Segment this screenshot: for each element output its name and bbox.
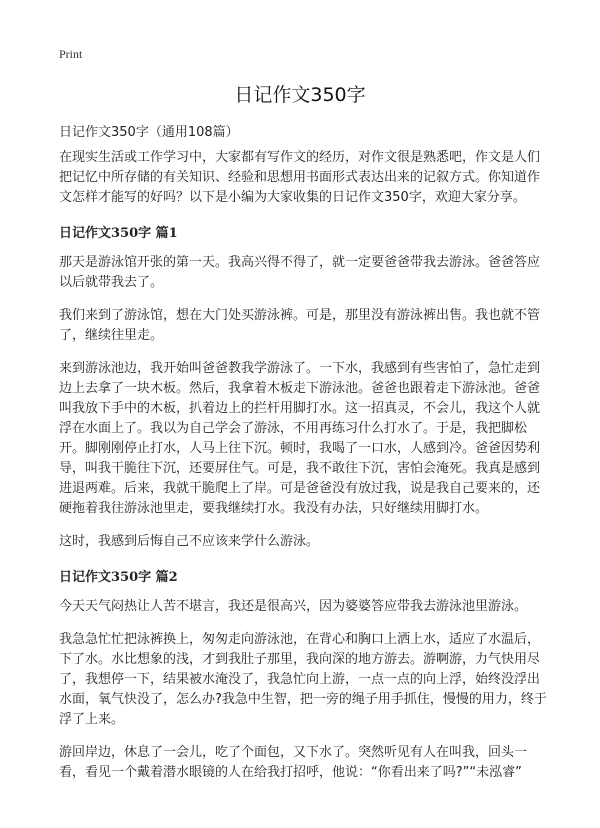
intro-paragraph: 在现实生活或工作学习中，大家都有写作文的经历，对作文很是熟悉吧，作文是人们把记忆中所存储的有关知识、经验和思想用书面形式表达出来的记叙方式。你知道作文怎样才能写的好吗？以下是小编为大家收集的日记作文350字，欢迎大家分享。	[59, 150, 541, 205]
paragraph: 这时，我感到后悔自己不应该来学什么游泳。	[59, 534, 320, 549]
paragraph: 今天天气闷热让人苦不堪言，我还是很高兴，因为婆婆答应带我去游泳池里游泳。	[59, 599, 528, 614]
paragraph: 游回岸边，休息了一会儿，吃了个面包，又下水了。突然听见有人在叫我，回头一看，看见一个戴着潜水眼镜的人在给我打招呼，他说：“你看出来了吗?”“未泓睿”	[59, 745, 528, 780]
document-subtitle: 日记作文350字（通用108篇）	[59, 125, 239, 140]
document-body	[59, 148, 551, 796]
section-heading: 日记作文350字 篇1	[59, 226, 178, 241]
paragraph: 我们来到了游泳馆，想在大门处买游泳裤。可是，那里没有游泳裤出售。我也就不管了，继续往里走。	[59, 308, 541, 343]
document-title: 日记作文350字	[234, 84, 366, 106]
section-heading: 日记作文350字 篇2	[59, 570, 178, 585]
paragraph: 那天是游泳馆开张的第一天。我高兴得不得了，就一定要爸爸带我去游泳。爸爸答应以后就带我去了。	[59, 255, 541, 290]
paragraph: 我急急忙忙把泳裤换上，匆匆走向游泳池，在背心和胸口上洒上水，适应了水温后，下了水。水比想象的浅，才到我肚子那里，我向深的地方游去。游啊游，力气快用尽了，我想停一下，结果被水淹没了，我急忙向上游，一点一点的向上浮，始终没浮出水面，氧气快没了，怎么办?我急中生智，把一旁的绳子用手抓住，慢慢的用力，终于浮了上来。	[59, 632, 547, 727]
paragraph: 来到游泳池边，我开始叫爸爸教我学游泳了。一下水，我感到有些害怕了，急忙走到边上去拿了一块木板。然后，我拿着木板走下游泳池。爸爸也跟着走下游泳池。爸爸叫我放下手中的木板，扒着边上的拦杆用脚打水。这一招真灵，不会儿，我这个人就浮在水面上了。我以为自己学会了游泳，不用再练习什么打水了。于是，我把脚松开。脚刚刚停止打水，人马上往下沉。顿时，我喝了一口水，人感到冷。爸爸因势利导，叫我干脆往下沉，还要屏住气。可是，我不敢往下沉，害怕会淹死。我真是感到进退两难。后来，我就干脆爬上了岸。可是爸爸没有放过我，说是我自己要来的，还硬拖着我往游泳池里走，要我继续打水。我没有办法，只好继续用脚打水。	[59, 361, 541, 516]
print-label: Print	[59, 47, 83, 61]
